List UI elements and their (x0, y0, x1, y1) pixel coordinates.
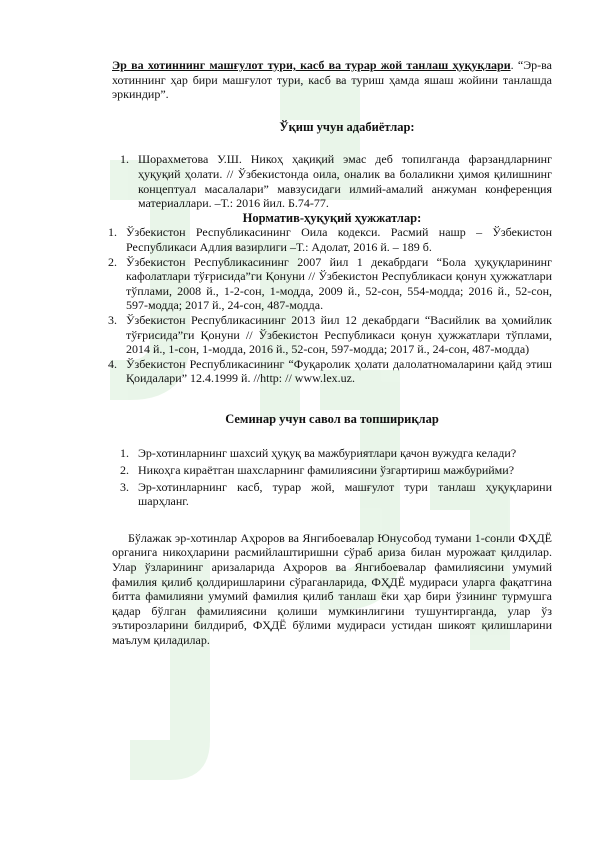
seminar-heading: Семинар учун савол ва топшириқлар (225, 411, 439, 426)
list-item-number: 2. (108, 254, 117, 269)
list-item (120, 463, 552, 478)
intro-paragraph (112, 58, 552, 102)
list-item-number: 3. (108, 312, 117, 327)
literature-list (120, 152, 552, 211)
case-paragraph: Бўлажак эр-хотинлар Аҳроров ва Янгибоевалар Юнусобод тумани 1-сонли ФҲДЁ органига никоҳларини расмийлаштиришни сўраб ариза билан мурожаат қилдилар. Улар ўзларининг аризаларида Аҳроров ва Янгибоевалар фамилиясини умумий фамилия қилиб қолдиришларини сўраганларида, ФҲДЁ мудираси уларга фақатгина битта фамилияни умумий фамилия қилиб танлаш ёки ҳар бири ўзининг турмушга қадар бўлган фамилиясини қолиши мумкинлигини тушунтирганда, улар ўз эътирозларини билдириб, ФҲДЁ бўлими мудираси устидан шикоят қилишларини маълум қиладилар. (112, 530, 552, 647)
list-item-text: Эр-хотинларнинг шахсий ҳуқуқ ва мажбуриятлари қачон вужудга келади? (138, 446, 517, 461)
list-item-number: 2. (120, 463, 129, 478)
list-item-number: 1. (108, 225, 117, 240)
list-item (108, 254, 552, 313)
intro-text: . “Эр-ва хотиннинг ҳар бири машғулот тури, касб ва туриш ҳамда яшаш жойини танлашда эркиндир”. (112, 58, 553, 102)
list-item (120, 446, 552, 461)
list-item-number: 1. (120, 446, 129, 461)
list-item-text: Эр-хотинларнинг касб, турар жой, машғулот тури танлаш ҳуқуқларини шарҳланг. (138, 479, 552, 509)
list-item (108, 312, 552, 357)
normative-heading: Норматив-ҳуқуқий ҳужжатлар: (242, 210, 422, 225)
list-item-number: 1. (120, 152, 129, 167)
list-item-text: Никоҳга кираётган шахсларнинг фамилиясини ўзгартириш мажбурийми? (138, 463, 515, 478)
seminar-list (120, 446, 552, 509)
list-item-text: Ўзбекистон Республикасининг “Фуқаролик ҳолати далолатномаларини қайд этиш Қоидалари” 12.4.1999 й. //http: // www.lex.uz. (126, 356, 552, 386)
literature-heading: Ўқиш учун адабиётлар: (279, 119, 415, 134)
document-content (108, 58, 553, 648)
normative-list (108, 225, 552, 386)
list-item-number: 4. (108, 356, 117, 371)
list-item-text: Ўзбекистон Республикасининг 2013 йил 12 декабрдаги “Васийлик ва ҳомийлик тўғрисида”ги Қонуни // Ўзбекистон Республикаси қонун ҳужжатлари тўплами, 2014 й., 1-сон, 1-модда, 2016 й., 52-сон, 597-модда; 2017 й., 24-сон, 487-модда) (126, 312, 552, 357)
list-item (108, 356, 552, 386)
list-item-text: Шорахметова У.Ш. Никоҳ ҳақиқий эмас деб топилганда фарзандларнинг ҳуқуқий ҳолати. // Ўзбекистонда оила, оналик ва болаликни ҳимоя қилишнинг концептуал масалалари” мавзусидаги илмий-амалий анжуман конференция материаллари. –Т.: 2016 йил. Б.74-77. (138, 152, 552, 211)
list-item (108, 225, 552, 254)
list-item (120, 152, 552, 211)
intro-lead: Эр ва хотиннинг машғулот тури, касб ва турар жой танлаш ҳуқуқлари (112, 58, 511, 72)
list-item (120, 479, 552, 509)
list-item-text: Ўзбекистон Республикасининг Оила кодекси. Расмий нашр – Ўзбекистон Республикаси Адлия вазирлиги –Т.: Адолат, 2016 й. – 189 б. (126, 225, 552, 254)
list-item-text: Ўзбекистон Республикасининг 2007 йил 1 декабрдаги “Бола ҳуқуқларининг кафолатлари тўғрисида”ги Қонуни // Ўзбекистон Республикаси қонун ҳужжатлари тўплами, 2008 й., 1-2-сон, 1-модда, 2009 й., 52-сон, 554-модда; 2016 й., 52-сон, 597-модда; 2017 й., 24-сон, 487-модда. (126, 254, 552, 313)
list-item-number: 3. (120, 479, 129, 494)
